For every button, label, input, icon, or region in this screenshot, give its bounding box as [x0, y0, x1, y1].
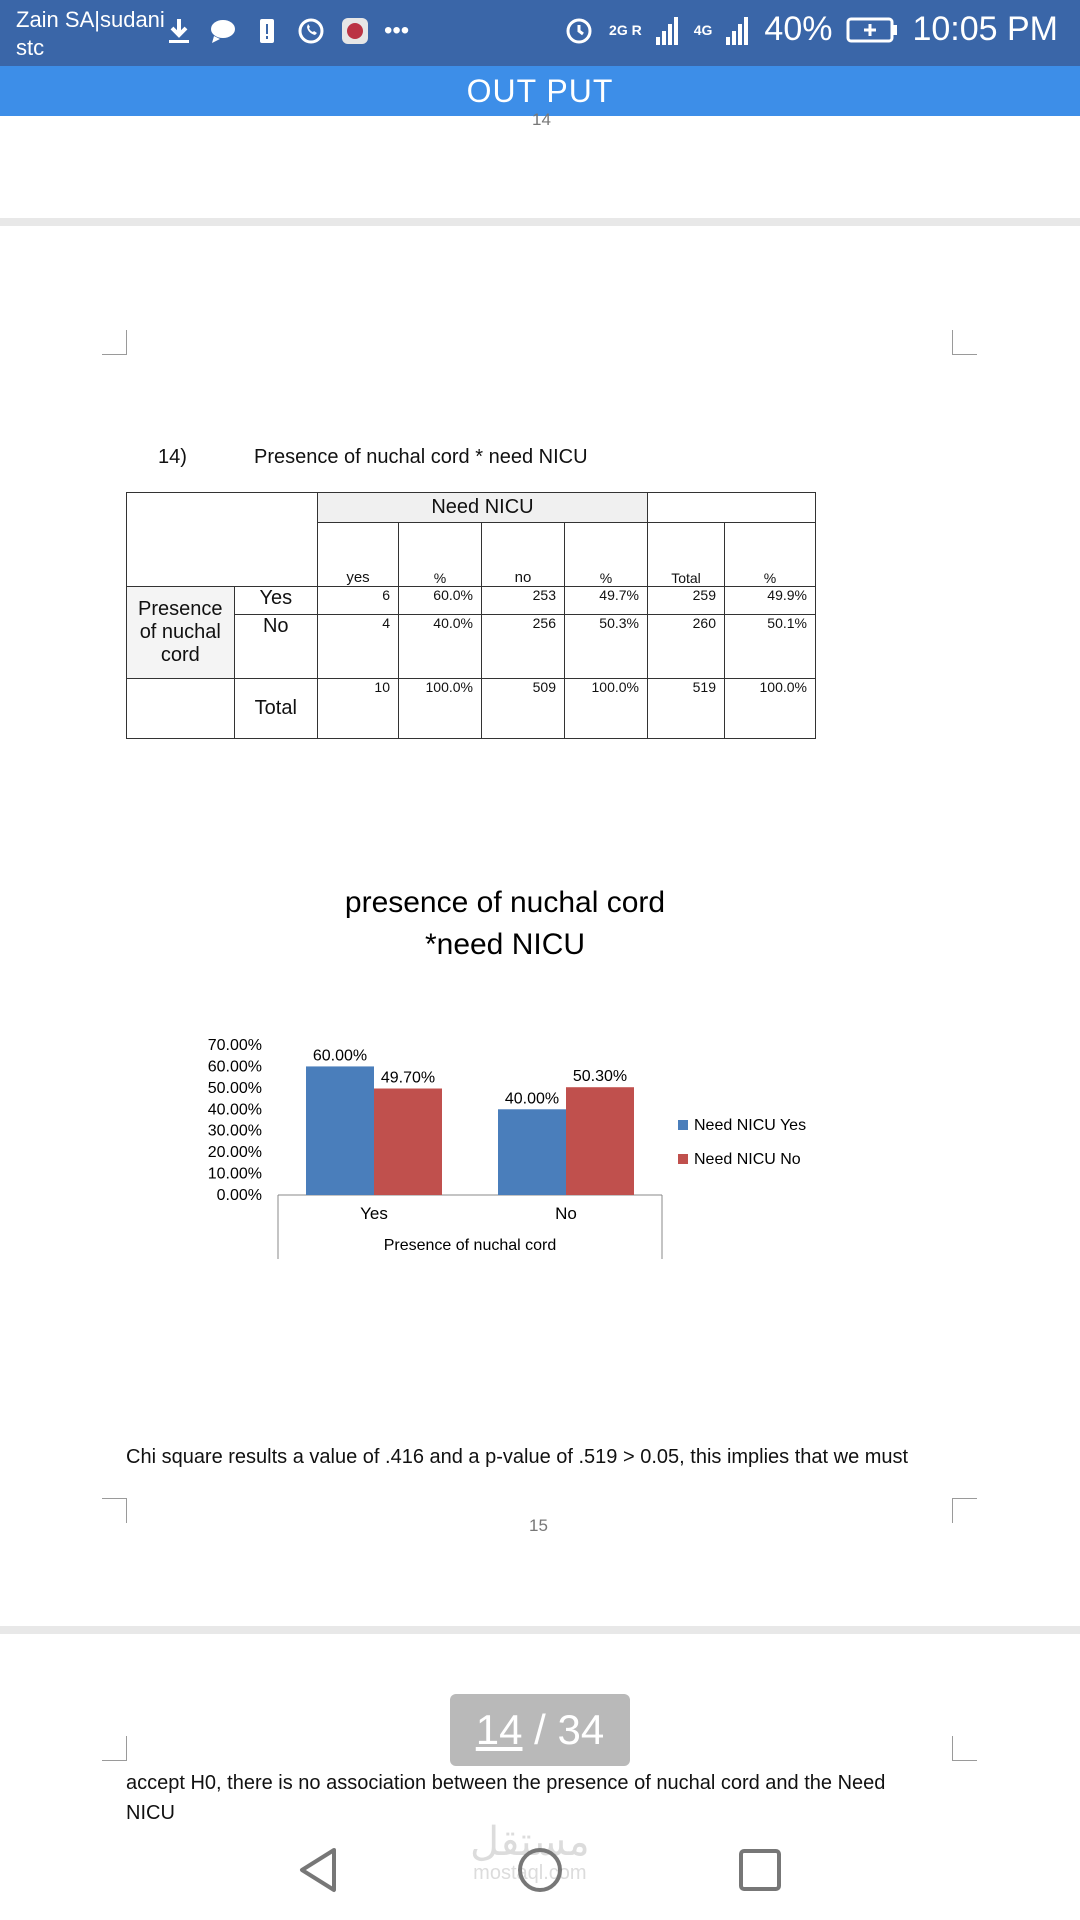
legend-label: Need NICU No — [694, 1151, 801, 1168]
table-cell: 10 — [318, 679, 399, 739]
table-cell: 50.3% — [565, 615, 648, 679]
table-cell: 256 — [482, 615, 565, 679]
page-separator — [0, 218, 1080, 226]
y-tick-label: 40.00% — [207, 1101, 262, 1119]
page-separator-slash: / — [534, 1706, 546, 1753]
current-page: 14 — [475, 1706, 523, 1753]
paragraph-2: accept H0, there is no association between the presence of nuchal cord and the Need — [126, 1772, 886, 1794]
chart-bar — [374, 1089, 442, 1196]
table-cell: 260 — [648, 615, 725, 679]
crop-mark — [952, 330, 977, 355]
data-label: 50.30% — [572, 1068, 628, 1086]
group-header: Need NICU — [318, 493, 648, 523]
y-tick-label: 70.00% — [207, 1037, 262, 1054]
x-axis-label: Presence of nuchal cord — [383, 1237, 557, 1254]
download-icon — [164, 16, 194, 46]
table-cell: 100.0% — [565, 679, 648, 739]
total-pages: 34 — [557, 1706, 605, 1753]
row-group-empty — [127, 679, 235, 739]
crop-mark — [952, 1736, 977, 1761]
home-icon[interactable] — [516, 1846, 564, 1894]
data-label: 49.70% — [380, 1069, 436, 1087]
carrier-name — [16, 6, 165, 62]
y-tick-label: 20.00% — [207, 1144, 262, 1162]
notification-icons — [164, 16, 409, 46]
status-bar — [0, 0, 1080, 66]
y-tick-label: 10.00% — [207, 1165, 262, 1183]
sim-alert-icon — [252, 16, 282, 46]
navigation-bar — [0, 1820, 1080, 1920]
crosstab-table — [126, 492, 816, 739]
paragraph-2-cut: NICU — [126, 1802, 175, 1824]
table-cell: 60.0% — [399, 587, 482, 615]
table-cell: 4 — [318, 615, 399, 679]
chart-bar — [498, 1109, 566, 1195]
x-tick-label: No — [555, 1204, 577, 1223]
crop-mark — [952, 1498, 977, 1523]
table-cell: 6 — [318, 587, 399, 615]
table-cell: 100.0% — [399, 679, 482, 739]
carrier-line-1: Zain SA|sudani — [16, 7, 165, 32]
y-tick-label: 0.00% — [216, 1187, 262, 1204]
table-cell: 49.9% — [725, 587, 816, 615]
chart-title: *need NICU — [424, 928, 586, 961]
table-cell: 40.0% — [399, 615, 482, 679]
watermark-arabic: مستقل — [470, 1820, 590, 1864]
data-label: 60.00% — [312, 1047, 368, 1065]
y-tick-label: 50.00% — [207, 1079, 262, 1097]
crop-mark — [102, 1498, 127, 1523]
x-tick-label: Yes — [360, 1204, 388, 1223]
whatsapp-icon — [296, 16, 326, 46]
network-2g: 2G R — [609, 21, 642, 38]
group-header-empty — [648, 493, 816, 523]
more-icon: ••• — [384, 17, 410, 44]
col-header: Total — [648, 523, 725, 587]
back-icon[interactable] — [296, 1846, 340, 1894]
bar-chart — [180, 886, 840, 1270]
row-group-label: Presence of nuchal cord — [127, 587, 235, 679]
watermark-url: mostaql.com — [473, 1862, 587, 1884]
chart-title: presence of nuchal cord — [344, 886, 666, 919]
crop-mark — [102, 330, 127, 355]
alarm-icon — [563, 14, 595, 46]
chart-bar — [306, 1066, 374, 1195]
table-cell: 50.1% — [725, 615, 816, 679]
paragraph-1: Chi square results a value of .416 and a p-value of .519 > 0.05, this implies that we must — [126, 1446, 909, 1468]
clock: 10:05 PM — [912, 10, 1058, 48]
row-label: Yes — [234, 587, 317, 615]
chart-bar — [566, 1087, 634, 1195]
table-cell: 49.7% — [565, 587, 648, 615]
section-title: Presence of nuchal cord * need NICU — [254, 446, 588, 468]
data-label: 40.00% — [504, 1090, 560, 1108]
battery-percent: 40% — [764, 10, 833, 48]
page-number: 15 — [529, 1516, 548, 1535]
col-header: % — [725, 523, 816, 587]
page-indicator[interactable] — [450, 1694, 630, 1766]
recents-icon[interactable] — [738, 1848, 782, 1892]
table-cell: 509 — [482, 679, 565, 739]
col-header: yes — [318, 523, 399, 587]
network-4g: 4G — [693, 21, 713, 38]
table-row — [127, 679, 816, 739]
signal-icon — [656, 15, 680, 45]
table-cell: 253 — [482, 587, 565, 615]
status-right — [563, 10, 1058, 49]
app-title: OUT PUT — [0, 66, 1080, 116]
legend-label: Need NICU Yes — [694, 1117, 807, 1134]
row-label: No — [234, 615, 317, 679]
y-tick-label: 60.00% — [207, 1058, 262, 1076]
battery-icon — [846, 16, 898, 44]
chat-icon — [208, 16, 238, 46]
app-icon — [340, 16, 370, 46]
col-header: no — [482, 523, 565, 587]
row-label: Total — [234, 679, 317, 739]
table-cell: 519 — [648, 679, 725, 739]
table-cell: 100.0% — [725, 679, 816, 739]
page-separator — [0, 1626, 1080, 1634]
legend-swatch — [678, 1154, 688, 1164]
table-row — [127, 587, 816, 615]
table-corner — [127, 493, 318, 587]
y-tick-label: 30.00% — [207, 1122, 262, 1140]
section-number: 14) — [158, 446, 187, 468]
col-header: % — [565, 523, 648, 587]
signal-icon-2 — [726, 15, 750, 45]
table-cell: 259 — [648, 587, 725, 615]
prev-page-number: 14 — [532, 110, 551, 129]
col-header: % — [399, 523, 482, 587]
carrier-line-2: stc — [16, 35, 45, 60]
legend-swatch — [678, 1120, 688, 1130]
crop-mark — [102, 1736, 127, 1761]
